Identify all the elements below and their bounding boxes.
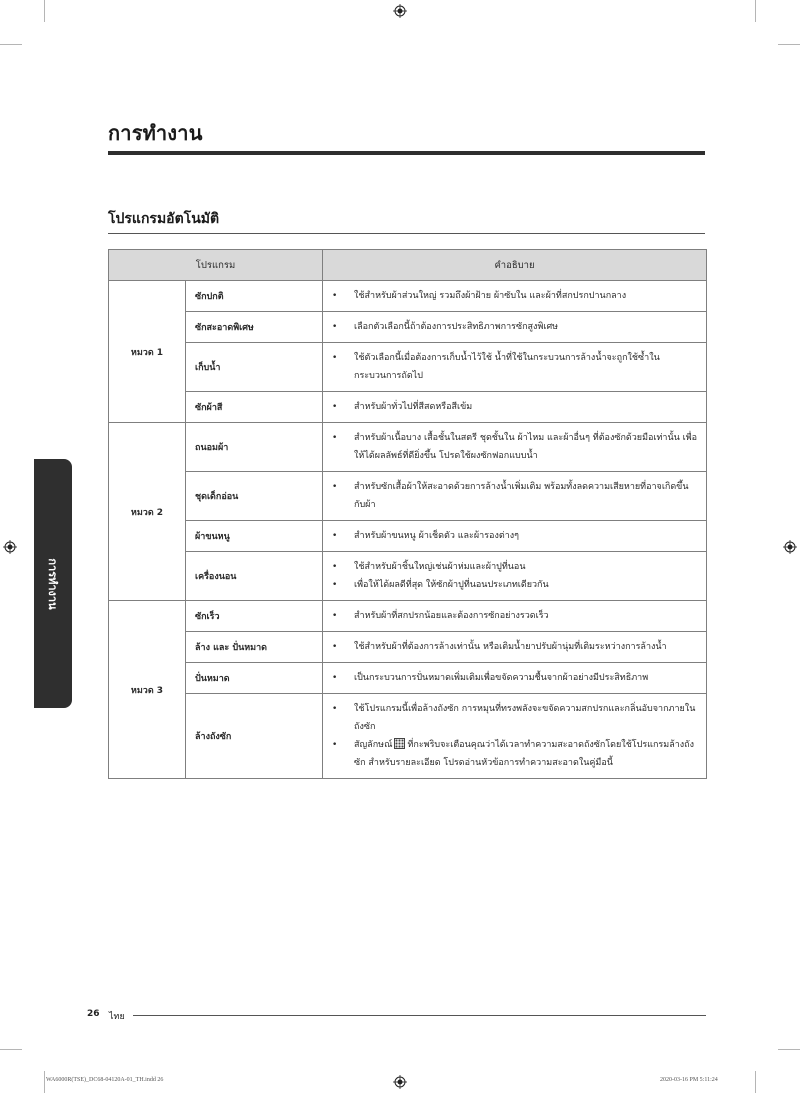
footer-divider (133, 1015, 706, 1016)
program-name: ซักปกติ (186, 281, 323, 312)
table-row (109, 632, 707, 663)
drum-clean-icon (394, 738, 405, 749)
description-line: • สำหรับผ้าขนหนู ผ้าเช็ดตัว และผ้ารองต่างๆ (331, 527, 698, 545)
chapter-tab-label: การทำงาน (46, 557, 59, 610)
program-table (108, 249, 707, 779)
crop-mark (755, 0, 756, 22)
program-name: ชุดเด็กอ่อน (186, 472, 323, 521)
table-row (109, 601, 707, 632)
program-description (323, 423, 707, 472)
program-name: ล้างถังซัก (186, 694, 323, 779)
registration-mark-icon (3, 540, 17, 554)
program-description (323, 392, 707, 423)
table-row (109, 472, 707, 521)
program-name: ถนอมผ้า (186, 423, 323, 472)
description-column-header: คำอธิบาย (323, 250, 707, 281)
program-description (323, 694, 707, 779)
category-cell: หมวด 2 (109, 423, 186, 601)
description-line: • เพื่อให้ได้ผลดีที่สุด ให้ซักผ้าปูที่นอนประเภทเดียวกัน (331, 576, 698, 594)
program-name: ผ้าขนหนู (186, 521, 323, 552)
program-description (323, 663, 707, 694)
description-line: • ใช้สำหรับผ้าที่ต้องการล้างเท่านั้น หรือเติมน้ำยาปรับผ้านุ่มที่เติมระหว่างการล้างน้ำ (331, 638, 698, 656)
page-number: 26 (87, 1009, 100, 1019)
table-row (109, 694, 707, 779)
crop-mark (0, 1049, 22, 1050)
program-description (323, 472, 707, 521)
program-name: เก็บน้ำ (186, 343, 323, 392)
registration-mark-icon (783, 540, 797, 554)
category-cell: หมวด 1 (109, 281, 186, 423)
registration-mark-icon (393, 1075, 407, 1089)
description-line: • ใช้สำหรับผ้าส่วนใหญ่ รวมถึงผ้าฝ้าย ผ้าซับใน และผ้าที่สกปรกปานกลาง (331, 287, 698, 305)
description-line: • สำหรับผ้าที่สกปรกน้อยและต้องการซักอย่างรวดเร็ว (331, 607, 698, 625)
table-row (109, 312, 707, 343)
symbol-text-after: ที่กะพริบจะเตือนคุณว่าได้เวลาทำความสะอาดถังซักโดยใช้โปรแกรมล้างถังซัก สำหรับรายละเอียด โปรดอ่านหัวข้อการทำความสะอาดในคู่มือนี้ (354, 740, 695, 768)
table-row (109, 521, 707, 552)
program-description (323, 632, 707, 663)
description-line: • เป็นกระบวนการปั่นหมาดเพิ่มเติมเพื่อขจัดความชื้นจากผ้าอย่างมีประสิทธิภาพ (331, 669, 698, 687)
section-divider (108, 233, 705, 234)
description-line (331, 736, 698, 772)
registration-mark-icon (393, 4, 407, 18)
crop-mark (44, 0, 45, 22)
table-row (109, 392, 707, 423)
crop-mark (778, 44, 800, 45)
description-line: • ใช้สำหรับผ้าชิ้นใหญ่เช่นผ้าห่มและผ้าปูที่นอน (331, 558, 698, 576)
table-header-row (109, 250, 707, 281)
program-description (323, 343, 707, 392)
symbol-text-before: สัญลักษณ์ (354, 740, 393, 750)
section-title: โปรแกรมอัตโนมัติ (108, 211, 220, 227)
chapter-side-tab (34, 459, 72, 708)
page-title: การทำงาน (108, 121, 203, 145)
crop-mark (755, 1071, 756, 1093)
crop-mark (778, 1049, 800, 1050)
program-column-header: โปรแกรม (109, 250, 323, 281)
program-name: ปั่นหมาด (186, 663, 323, 694)
table-row (109, 281, 707, 312)
print-slug-date: 2020-03-16 PM 5:11:24 (660, 1077, 718, 1083)
description-line: • ใช้ตัวเลือกนี้เมื่อต้องการเก็บน้ำไว้ใช้ น้ำที่ใช้ในกระบวนการล้างน้ำจะถูกใช้ซ้ำในกระบวนการถัดไป (331, 349, 698, 385)
program-name: ซักผ้าสี (186, 392, 323, 423)
print-slug-file: WA6000R(TSE)_DC68-04120A-01_TH.indd 26 (46, 1077, 164, 1083)
program-description (323, 521, 707, 552)
description-line: • สำหรับซักเสื้อผ้าให้สะอาดด้วยการล้างน้ำเพิ่มเติม พร้อมทั้งลดความเสียหายที่อาจเกิดขึ้นกับผ้า (331, 478, 698, 514)
program-description (323, 312, 707, 343)
crop-mark (0, 44, 22, 45)
program-name: ซักเร็ว (186, 601, 323, 632)
program-name: เครื่องนอน (186, 552, 323, 601)
page-language: ไทย (109, 1012, 125, 1022)
description-line: • เลือกตัวเลือกนี้ถ้าต้องการประสิทธิภาพการซักสูงพิเศษ (331, 318, 698, 336)
table-row (109, 343, 707, 392)
category-cell: หมวด 3 (109, 601, 186, 779)
table-row (109, 552, 707, 601)
crop-mark (44, 1071, 45, 1093)
program-name: ซักสะอาดพิเศษ (186, 312, 323, 343)
description-line: • สำหรับผ้าทั่วไปที่สีสดหรือสีเข้ม (331, 398, 698, 416)
program-description (323, 552, 707, 601)
table-row (109, 663, 707, 694)
program-description (323, 281, 707, 312)
title-divider (108, 151, 705, 155)
table-row (109, 423, 707, 472)
description-line: • ใช้โปรแกรมนี้เพื่อล้างถังซัก การหมุนที่ทรงพลังจะขจัดความสกปรกและกลิ่นอับจากภายในถังซัก (331, 700, 698, 736)
description-line: • สำหรับผ้าเนื้อบาง เสื้อชั้นในสตรี ชุดชั้นใน ผ้าไหม และผ้าอื่นๆ ที่ต้องซักด้วยมือเท่านั้น เพื่อให้ได้ผลลัพธ์ที่ดียิ่งขึ้น โปรดใช้ผงซักฟอกแบบน้ำ (331, 429, 698, 465)
program-description (323, 601, 707, 632)
program-name: ล้าง และ ปั่นหมาด (186, 632, 323, 663)
